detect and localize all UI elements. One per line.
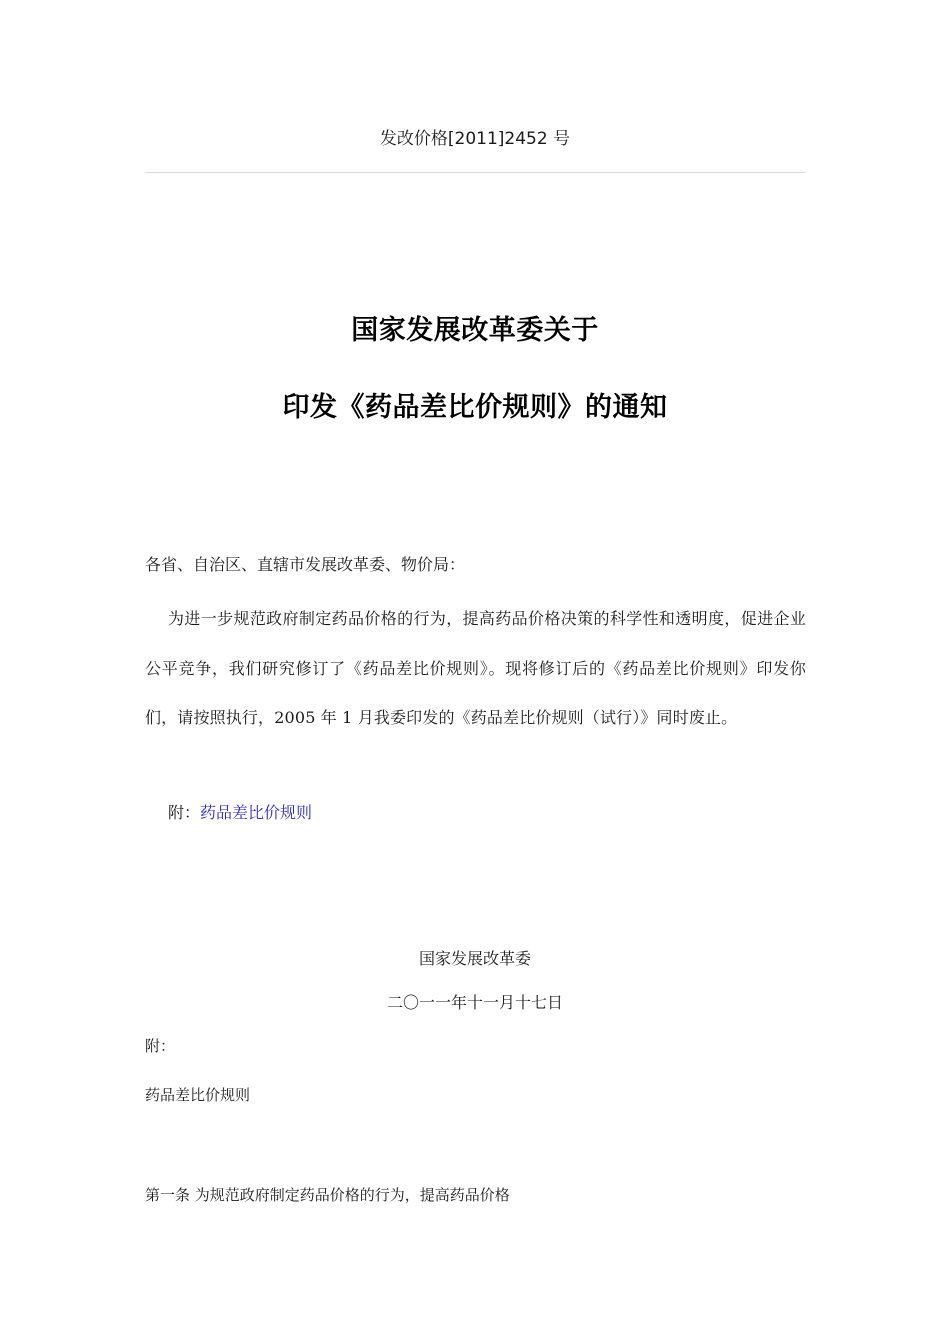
signature-organization: 国家发展改革委 [418, 949, 531, 968]
document-title-line-1: 国家发展改革委关于 [351, 315, 599, 346]
article-1-text: 第一条 为规范政府制定药品价格的行为，提高药品价格 [145, 1186, 510, 1204]
attachment-link[interactable]: 药品差比价规则 [200, 803, 313, 822]
signature-date: 二〇一一年十一月十七日 [386, 993, 563, 1012]
body-paragraph: 为进一步规范政府制定药品价格的行为，提高药品价格决策的科学性和透明度，促进企业公平竞争，我们研究修订了《药品差比价规则》。现将修订后的《药品差比价规则》印发你们，请按照执行，2005 年 1 月我委印发的《药品差比价规则（试行）》同时废止。 [145, 609, 806, 727]
attachment-prefix: 附： [168, 803, 201, 822]
attachment-line [168, 800, 829, 823]
document-number: 发改价格[2011]2452 号 [379, 129, 571, 149]
salutation: 各省、自治区、直辖市发展改革委、物价局： [145, 555, 466, 574]
appendix-title: 药品差比价规则 [145, 1086, 251, 1104]
header-divider [145, 172, 806, 173]
document-title-line-2: 印发《药品差比价规则》的通知 [282, 392, 668, 423]
appendix-label: 附： [145, 1037, 176, 1055]
